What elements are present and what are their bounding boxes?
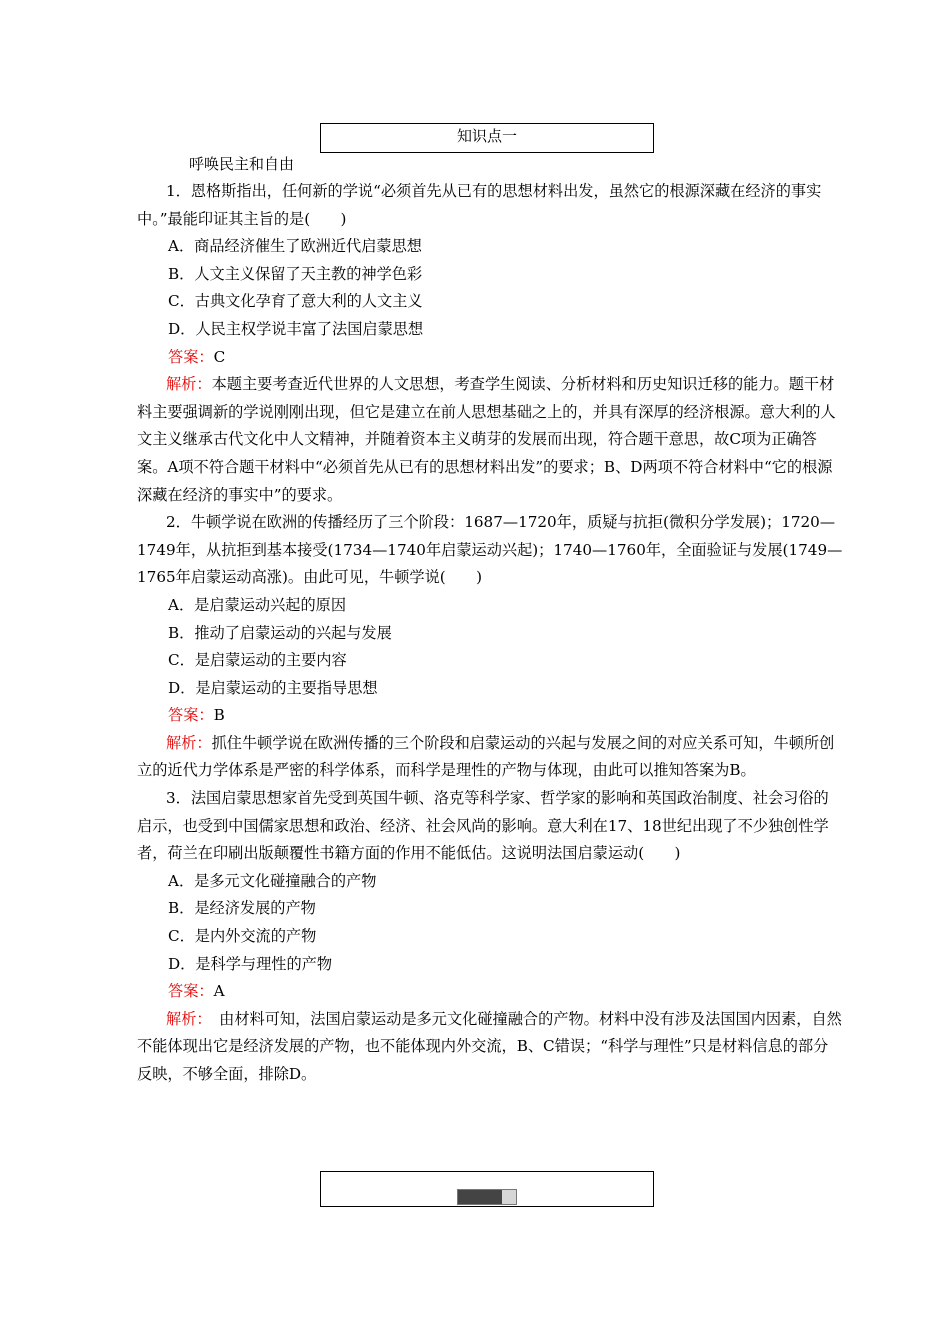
question-stem: 3．法国启蒙思想家首先受到英国牛顿、洛克等科学家、哲学家的影响和英国政治制度、社会习俗的启示，也受到中国儒家思想和政治、经济、社会风尚的影响。意大利在17、18世纪出现了不少独创性学者，荷兰在印刷出版颠覆性书籍方面的作用不能低估。这说明法国启蒙运动( ) [137, 789, 829, 863]
answer-value: C [213, 347, 226, 366]
analysis-paragraph [137, 1006, 843, 1089]
answer-value: A [213, 982, 225, 1001]
question-stem: 2．牛顿学说在欧洲的传播经历了三个阶段：1687—1720年，质疑与抗拒(微积分学发展)；1720—1749年，从抗拒到基本接受(1734—1740年启蒙运动兴起)；1740—1760年，全面验证与发展(1749—1765年启蒙运动高涨)。由此可见，牛顿学说( ) [137, 513, 843, 587]
option-a: A．是多元文化碰撞融合的产物 [168, 871, 377, 890]
question-3 [137, 785, 843, 1089]
answer-value: B [213, 706, 225, 725]
option-c: C．古典文化孕育了意大利的人文主义 [168, 292, 423, 311]
option-d: D．人民主权学说丰富了法国启蒙思想 [168, 319, 424, 338]
analysis-label: 解析： [166, 733, 212, 752]
analysis-text: 由材料可知，法国启蒙运动是多元文化碰撞融合的产物。材料中没有涉及法国国内因素，自然不能体现出它是经济发展的产物，也不能体现内外交流，B、C错误；“科学与理性”只是材料信息的部分反映，不够全面，排除D。 [137, 1009, 842, 1083]
analysis-text: 本题主要考查近代世界的人文思想，考查学生阅读、分析材料和历史知识迁移的能力。题干材料主要强调新的学说刚刚出现，但它是建立在前人思想基础之上的，并具有深厚的经济根源。意大利的人文主义继承古代文化中人文精神，并随着资本主义萌芽的发展而出现，符合题干意思，故C项为正确答案。A项不符合题干材料中“必须首先从已有的思想材料出发”的要求；B、D两项不符合材料中“它的根源深藏在经济的事实中”的要求。 [137, 375, 836, 504]
answer-line [137, 978, 843, 1006]
analysis-text: 抓住牛顿学说在欧洲传播的三个阶段和启蒙运动的兴起与发展之间的对应关系可知，牛顿所创立的近代力学体系是严密的科学体系，而科学是理性的产物与体现，由此可以推知答案为B。 [137, 733, 835, 780]
analysis-paragraph [137, 730, 843, 785]
question-2 [137, 509, 843, 785]
option-b: B．推动了启蒙运动的兴起与发展 [168, 623, 392, 642]
questions-content [137, 178, 843, 1089]
analysis-paragraph [137, 371, 843, 509]
answer-line [137, 702, 843, 730]
option-c: C．是内外交流的产物 [168, 927, 317, 946]
analysis-label: 解析： [166, 375, 212, 394]
option-a: A．商品经济催生了欧洲近代启蒙思想 [168, 237, 422, 256]
question-1 [137, 178, 843, 509]
knowledge-point-header [320, 123, 654, 153]
knowledge-point-title: 知识点一 [456, 127, 517, 145]
answer-label: 答案： [168, 982, 214, 1001]
option-a: A．是启蒙运动兴起的原因 [168, 595, 347, 614]
answer-line [137, 344, 843, 372]
option-c: C．是启蒙运动的主要内容 [168, 651, 347, 670]
option-b: B．人文主义保留了天主教的神学色彩 [168, 264, 423, 283]
question-stem: 1．恩格斯指出，任何新的学说“必须首先从已有的思想材料出发，虽然它的根源深藏在经济的事实中。”最能印证其主旨的是( ) [137, 182, 822, 228]
progress-bar-fill [458, 1190, 502, 1204]
option-b: B．是经济发展的产物 [168, 899, 316, 918]
answer-label: 答案： [168, 706, 214, 725]
option-d: D．是科学与理性的产物 [168, 954, 333, 973]
analysis-label: 解析： [166, 1009, 204, 1028]
answer-label: 答案： [168, 347, 214, 366]
option-d: D．是启蒙运动的主要指导思想 [168, 678, 378, 697]
section-title: 呼唤民主和自由 [189, 155, 295, 173]
progress-bar [457, 1189, 517, 1205]
